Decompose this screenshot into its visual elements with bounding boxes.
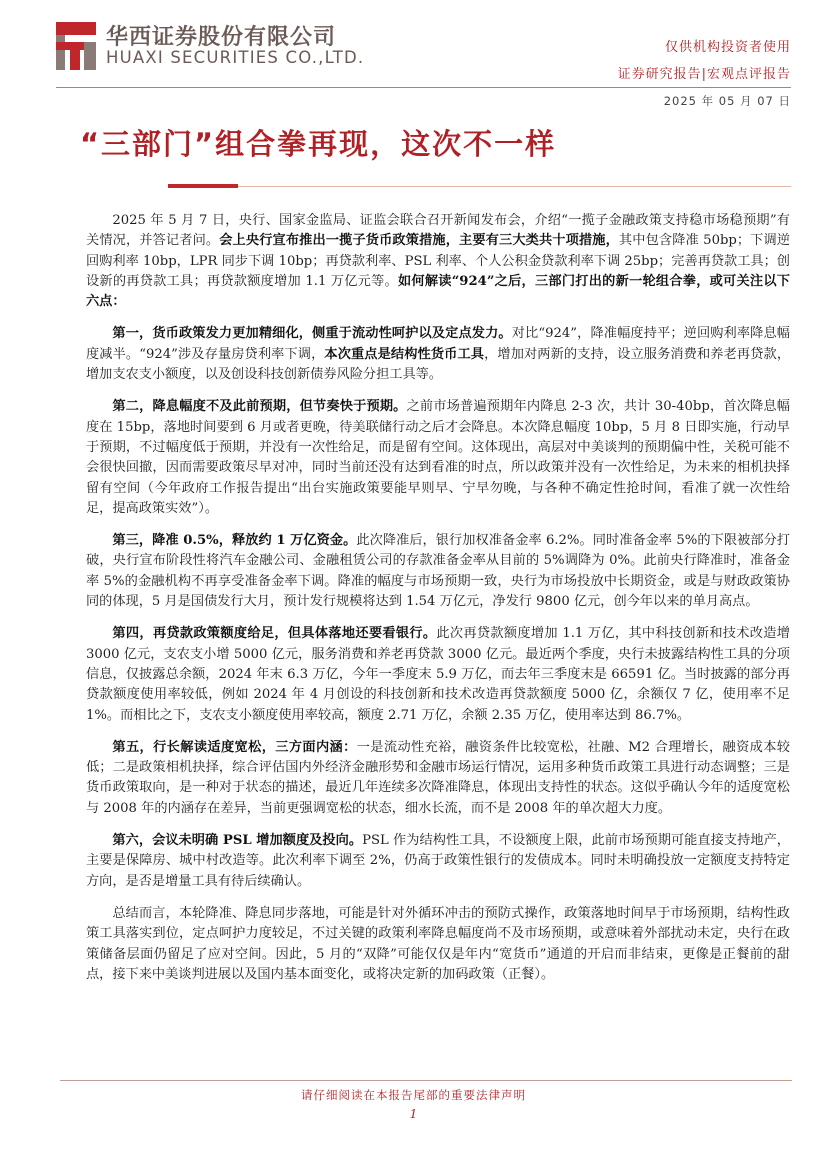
- audience-note: 仅供机构投资者使用: [664, 40, 791, 55]
- company-name-cn: 华西证券股份有限公司: [106, 25, 337, 50]
- report-type: 证券研究报告|宏观点评报告: [617, 67, 791, 82]
- bold-text-run: 第三，降准 0.5%，释放约 1 万亿资金。: [112, 533, 357, 549]
- bold-text-run: 第四，再贷款政策额度给足，但具体落地还要看银行。: [112, 626, 437, 642]
- body-paragraph: [86, 904, 790, 985]
- text-run: 此次再贷款额度增加 1.1 万亿，其中科技创新和技术改造增 3000 亿元，支农支小增 5000 亿元，服务消费和养老再贷款 3000 亿元。最近两个季度，央行未披露结构性工具的分项信息，仅披露总余额，2024 年末 6.3 万亿，今年一季度末 5.9 万亿，而去年三季度末是 66591 亿。当时披露的部分再贷款额度使用率较低，例如 2024 年 4 月创设的科技创新和技术改造再贷款额度 5000 亿，余额仅 7 亿，使用率不足 1%。而相比之下，支农支小额度使用率较高，额度 2.71 万亿，余额 2.35 万亿，使用率达到 86.7%。: [86, 626, 790, 723]
- title-underline: [238, 186, 791, 187]
- page-number: 1: [409, 1107, 418, 1121]
- legal-notice: 请仔细阅读在本报告尾部的重要法律声明: [301, 1088, 526, 1102]
- body-paragraph: [86, 397, 790, 519]
- text-run: 一是流动性充裕，融资条件比较宽松，社融、M2 合理增长，融资成本较低；二是政策相机抉择，综合评估国内外经济金融形势和金融市场运行情况，运用多种货币政策工具进行动态调整；三是货币政策取向，是一种对于状态的描述，最近几年连续多次降准降息，体现出支持性的状态。这似乎确认今年的适度宽松与 2008 年的内涵存在差异，当前更强调宽松的状态，细水长流，而不是 2008 年的单次超大力度。: [86, 739, 790, 816]
- report-body: [86, 211, 790, 997]
- text-run: 之前市场普遍预期年内降息 2-3 次，共计 30-40bp，首次降息幅度在 15bp，落地时间要到 6 月或者更晚，待美联储行动之后才会降息。本次降息幅度 10bp，5 月 8 日即实施，行动早于预期，不过幅度低于预期，并没有一次性给足，而是留有空间。这体现出，高层对中美谈判的预期偏中性，关税可能不会很快回撤，因而需要政策尽早对冲，同时当前还没有达到看准的时点，所以政策并没有一次性给足，为未来的相机抉择留有空间（今年政府工作报告提出“出台实施政策要能早则早、宁早勿晚，与各种不确定性抢时间，看准了就一次性给足，提高政策实效”）。: [86, 399, 790, 516]
- text-run: 总结而言，本轮降准、降息同步落地，可能是针对外循环冲击的预防式操作，政策落地时间早于市场预期，结构性政策工具落实到位，定点呵护力度较足，不过关键的政策利率降息幅度尚不及市场预期，或意味着外部扰动未定，央行在政策储备层面仍留足了应对空间。因此，5 月的“双降”可能仅仅是年内“宽货币”通道的开启而非结束，更像是正餐前的甜点，接下来中美谈判进展以及国内基本面变化，或将决定新的加码政策（正餐）。: [86, 905, 790, 982]
- footer-divider: [60, 1080, 792, 1081]
- company-name-en: HUAXI SECURITIES CO.,LTD.: [106, 48, 365, 67]
- body-paragraph: [86, 324, 790, 385]
- body-paragraph: [86, 738, 790, 819]
- text-run: 其中包含降准 50bp；下调逆回购利率 10bp，LPR 同步下调 10bp；再贷款利率、PSL 利率、个人公积金贷款利率下调 25bp；完善再贷款工具；创设新的再贷款工具；再贷款额度增加 1.1 万亿元等。: [86, 233, 791, 289]
- text-run: ，增加对两新的支持，设立服务消费和养老再贷款，增加支农支小额度，以及创设科技创新债券风险分担工具等。: [86, 346, 791, 383]
- bold-text-run: 如何解读“924”之后，三部门打出的新一轮组合拳，或可关注以下六点：: [86, 273, 790, 310]
- header-divider: [56, 87, 791, 88]
- title-accent-bar: [168, 184, 238, 188]
- text-run: 2025 年 5 月 7 日，央行、国家金监局、证监会联合召开新闻发布会，介绍“一揽子金融政策支持稳市场稳预期”有关情况，并答记者问。: [86, 213, 790, 249]
- text-run: 对比“924”，降准幅度持平；逆回购利率降息幅度减半。“924”涉及存量房贷利率下调，: [86, 326, 790, 362]
- body-paragraph: [86, 624, 790, 725]
- text-run: PSL 作为结构性工具，不设额度上限，此前市场预期可能直接支持地产，主要是保障房、城中村改造等。此次利率下调至 2%，仍高于政策性银行的发债成本。同时未明确投放一定额度支持特定方向，是否是增量工具有待后续确认。: [86, 833, 790, 889]
- body-paragraph: [86, 211, 790, 312]
- text-run: 此次降准后，银行加权准备金率 6.2%。同时准备金率 5%的下限被部分打破，央行宣布阶段性将汽车金融公司、金融租赁公司的存款准备金率从目前的 5%调降为 0%。此前央行降准时，准备金率 5%的金融机构不再享受准备金率下调。降准的幅度与市场预期一致，央行为市场投放中长期资金，或是与财政政策协同的体现，5 月是国债发行大月，预计发行规模将达到 1.54 万亿元，净发行 9800 亿元，创今年以来的单月高点。: [86, 533, 790, 610]
- body-paragraph: [86, 831, 790, 892]
- company-logo: [56, 22, 96, 70]
- bold-text-run: 本次重点是结构性货币工具: [324, 346, 485, 362]
- bold-text-run: 会上央行宣布推出一揽子货币政策措施，主要有三大类共十项措施，: [219, 233, 619, 249]
- body-paragraph: [86, 531, 790, 612]
- page-title: “三部门”组合拳再现，这次不一样: [80, 127, 557, 161]
- bold-text-run: 第一，货币政策发力更加精细化，侧重于流动性呵护以及定点发力。: [112, 326, 512, 342]
- report-date: 2025 年 05 月 07 日: [663, 94, 791, 108]
- bold-text-run: 第六，会议未明确 PSL 增加额度及投向。: [112, 833, 363, 849]
- bold-text-run: 第二，降息幅度不及此前预期，但节奏快于预期。: [112, 399, 407, 415]
- bold-text-run: 第五，行长解读适度宽松，三方面内涵：: [112, 739, 357, 755]
